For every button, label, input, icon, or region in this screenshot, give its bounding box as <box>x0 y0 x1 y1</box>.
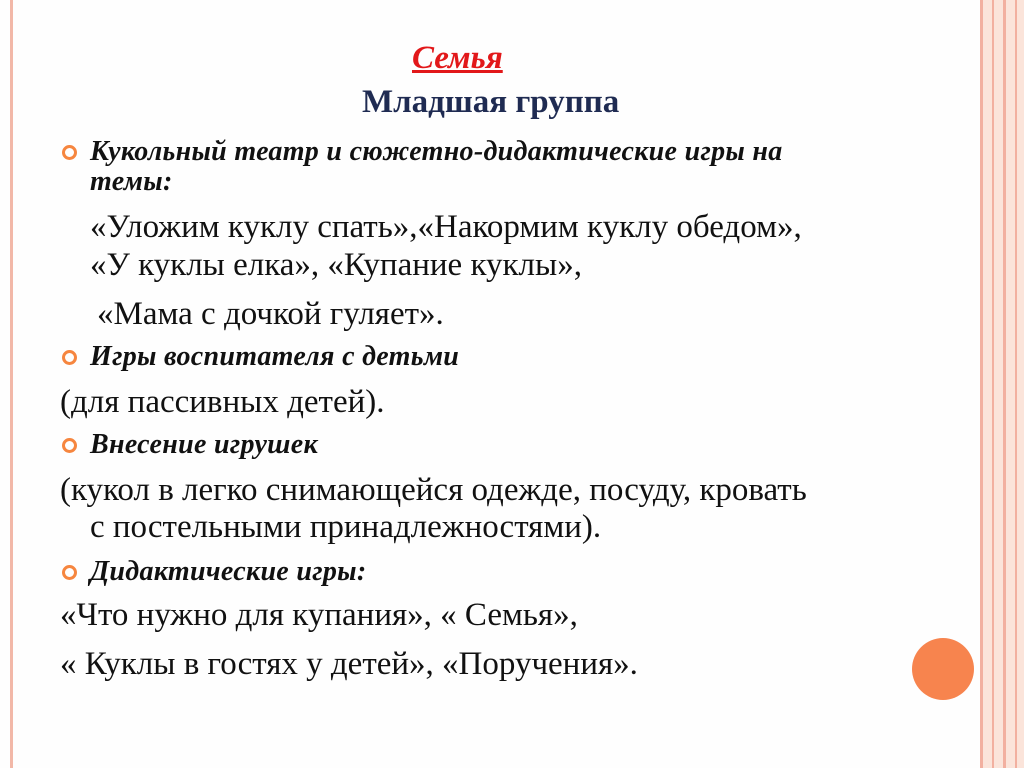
bullet-icon <box>62 565 77 580</box>
item-heading: Внесение игрушек <box>90 429 319 460</box>
item-heading: Дидактические игры: <box>90 556 367 587</box>
item-body: «У куклы елка», «Купание куклы», <box>90 247 582 283</box>
item-body: (кукол в легко снимающейся одежде, посуду, кровать <box>60 472 807 508</box>
item-heading: Игры воспитателя с детьми <box>90 341 460 372</box>
frame-right-band <box>980 0 1024 768</box>
accent-circle <box>912 638 974 700</box>
item-heading: темы: <box>90 166 173 197</box>
bullet-icon <box>62 350 77 365</box>
frame-right-line <box>1003 0 1006 768</box>
slide-subtitle: Младшая группа <box>362 84 620 120</box>
slide-title: Семья <box>412 40 503 76</box>
frame-right-line <box>992 0 994 768</box>
item-body: (для пассивных детей). <box>60 384 385 420</box>
frame-left-line <box>10 0 13 768</box>
bullet-icon <box>62 145 77 160</box>
item-body: « Куклы в гостях у детей», «Поручения». <box>60 646 638 682</box>
item-body: «Что нужно для купания», « Семья», <box>60 597 578 633</box>
item-heading: Кукольный театр и сюжетно-дидактические игры на <box>90 136 783 167</box>
frame-right-line <box>980 0 983 768</box>
item-body: «Уложим куклу спать»,«Накормим куклу обедом», <box>90 209 802 245</box>
frame-right-line <box>1015 0 1017 768</box>
item-body: с постельными принадлежностями). <box>90 509 602 545</box>
item-body: «Мама с дочкой гуляет». <box>97 296 444 332</box>
bullet-icon <box>62 438 77 453</box>
